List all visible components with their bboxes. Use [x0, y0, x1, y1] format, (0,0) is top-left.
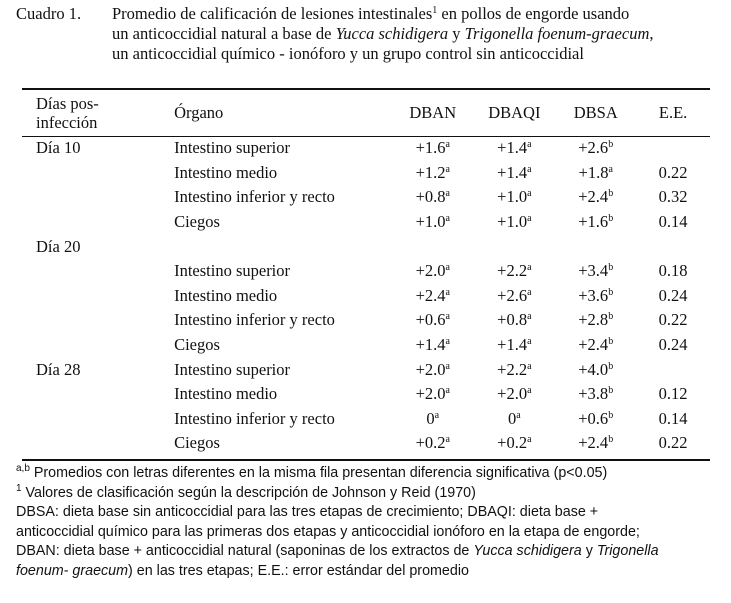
footnote-marker: 1: [16, 482, 22, 494]
col-header-dbaqi: DBAQI: [488, 103, 541, 122]
day-cell: [22, 333, 156, 358]
dbaqi-value: +2.2: [497, 261, 528, 281]
ee-value: 0.14: [658, 212, 688, 232]
dbaqi-value: 0: [507, 408, 517, 428]
organ-cell: [156, 382, 392, 407]
significance-letter: a: [445, 262, 450, 274]
day-cell: [22, 259, 156, 284]
dbaqi-value: +1.0: [497, 187, 528, 207]
dbsa-value: +1.6: [578, 212, 609, 232]
organ-cell: [156, 357, 392, 382]
dban-cell: [392, 407, 473, 432]
day-cell: [22, 185, 156, 210]
day-cell: [22, 161, 156, 186]
dbaqi-cell: [473, 284, 555, 309]
dbaqi-cell: [473, 333, 555, 358]
organ-label: Intestino inferior y recto: [174, 408, 335, 428]
dbsa-value: +2.4: [578, 335, 609, 355]
dbaqi-value: +2.6: [497, 285, 528, 305]
significance-letter: b: [608, 311, 614, 323]
dbaqi-cell: [473, 382, 555, 407]
col-header-dban: DBAN: [409, 103, 457, 122]
dban-cell: [392, 357, 473, 382]
organ-label: Intestino inferior y recto: [174, 310, 335, 330]
dban-cell: [392, 382, 473, 407]
dbsa-value: +2.4: [578, 187, 609, 207]
dban-cell: [392, 136, 473, 161]
dban-value: 0: [426, 408, 435, 428]
dbsa-cell: [555, 407, 636, 432]
dbaqi-value: +2.0: [497, 384, 528, 404]
organ-label: Intestino inferior y recto: [174, 187, 335, 207]
caption-line-1: [112, 4, 629, 24]
table-header-row: [22, 90, 710, 136]
footnote-text: DBSA: dieta base sin anticoccidial para las tres etapas de crecimiento; DBAQI: dieta base +: [16, 504, 599, 520]
caption-text: un anticoccidial natural a base de: [112, 24, 336, 43]
organ-cell: [156, 136, 392, 161]
organ-cell: [156, 185, 392, 210]
table-body: [22, 136, 710, 456]
organ-cell: [156, 431, 392, 456]
dbaqi-value: +2.2: [497, 359, 528, 379]
significance-letter: a: [445, 163, 450, 175]
dban-value: +2.0: [415, 261, 446, 281]
significance-letter: b: [608, 213, 614, 225]
significance-letter: a: [445, 139, 450, 151]
ee-cell: [636, 333, 710, 358]
organ-cell: [156, 210, 392, 235]
significance-letter: a: [445, 434, 450, 446]
organ-cell: [156, 284, 392, 309]
col-header-ee: E.E.: [658, 103, 688, 122]
ee-value: 0.22: [658, 162, 688, 182]
organ-label: Intestino medio: [174, 384, 278, 404]
dbaqi-value: +1.4: [497, 162, 528, 182]
dbaqi-cell: [473, 136, 555, 161]
ee-cell: [636, 308, 710, 333]
table-row: [22, 259, 710, 284]
significance-letter: b: [608, 409, 614, 421]
dbaqi-value: +1.4: [497, 138, 528, 158]
organ-label: Intestino medio: [174, 162, 278, 182]
organ-cell: [156, 161, 392, 186]
table-row: [22, 161, 710, 186]
organ-label: Intestino superior: [174, 359, 291, 379]
species-name: Trigonella: [596, 543, 659, 559]
dban-value: +1.6: [415, 138, 446, 158]
table-row: [22, 407, 710, 432]
table-row: [22, 136, 710, 161]
dbsa-cell: [555, 382, 636, 407]
organ-cell: [156, 234, 392, 259]
dban-value: +1.0: [415, 212, 446, 232]
dbaqi-cell: [473, 407, 555, 432]
significance-letter: a: [608, 163, 613, 175]
dban-value: +0.6: [415, 310, 446, 330]
ee-value: 0.22: [658, 310, 688, 330]
dbsa-cell: [555, 136, 636, 161]
ee-cell: [636, 259, 710, 284]
dbsa-cell: [555, 284, 636, 309]
caption-line-2: [16, 24, 721, 44]
dbsa-cell: [555, 333, 636, 358]
significance-letter: b: [608, 434, 614, 446]
table-footnotes: [16, 464, 721, 581]
footnote-abbreviations: [16, 503, 721, 581]
ee-value: 0.14: [658, 408, 688, 428]
dban-value: +0.8: [415, 187, 446, 207]
dbsa-cell: [555, 308, 636, 333]
ee-value: 0.24: [658, 335, 688, 355]
day-cell: [22, 234, 156, 259]
day-cell: [22, 284, 156, 309]
ee-cell: [636, 357, 710, 382]
dbsa-cell: [555, 210, 636, 235]
table-row: [22, 431, 710, 456]
footnote-text: ) en las tres etapas; E.E.: error estándar del promedio: [128, 562, 469, 579]
dban-cell: [392, 333, 473, 358]
significance-letter: b: [608, 385, 614, 397]
table-row: [22, 382, 710, 407]
table-row: [22, 284, 710, 309]
significance-letter: a: [445, 286, 450, 298]
ee-cell: [636, 407, 710, 432]
dban-cell: [392, 284, 473, 309]
ee-value: 0.32: [658, 187, 688, 207]
significance-letter: a: [445, 213, 450, 225]
organ-label: Ciegos: [174, 335, 220, 355]
day-cell: [22, 308, 156, 333]
dbaqi-cell: [473, 161, 555, 186]
dbsa-cell: [555, 357, 636, 382]
dban-cell: [392, 234, 473, 259]
day-cell: [22, 431, 156, 456]
dbsa-value: +4.0: [578, 359, 609, 379]
significance-letter: a: [445, 311, 450, 323]
table-row: [22, 234, 710, 259]
col-header-day: [22, 90, 156, 136]
table-row: [22, 308, 710, 333]
significance-letter: b: [608, 262, 614, 274]
dbsa-cell: [555, 431, 636, 456]
footnote-reference: [16, 484, 721, 504]
day-cell: [22, 407, 156, 432]
significance-letter: b: [608, 360, 614, 372]
organ-label: Intestino superior: [174, 261, 291, 281]
significance-letter: a: [445, 385, 450, 397]
ee-cell: [636, 284, 710, 309]
significance-letter: a: [527, 385, 532, 397]
dban-value: +0.2: [415, 433, 446, 453]
footnote-text: DBAN: dieta base + anticoccidial natural (saponinas de los extractos de: [16, 543, 474, 559]
significance-letter: b: [608, 188, 614, 200]
dbaqi-cell: [473, 185, 555, 210]
footnote-marker: 1: [432, 5, 438, 16]
dban-value: +2.4: [415, 285, 446, 305]
dban-value: +2.0: [415, 359, 446, 379]
dbsa-value: +3.6: [578, 285, 609, 305]
dban-value: +2.0: [415, 384, 446, 404]
significance-letter: a: [527, 434, 532, 446]
dbsa-value: +3.4: [578, 261, 609, 281]
dbsa-cell: [555, 185, 636, 210]
day-cell: [22, 210, 156, 235]
col-header-day-line1: Días pos-: [36, 94, 99, 113]
ee-cell: [636, 431, 710, 456]
dbaqi-cell: [473, 431, 555, 456]
ee-cell: [636, 136, 710, 161]
dbaqi-value: +1.0: [497, 212, 528, 232]
dbaqi-cell: [473, 259, 555, 284]
dbsa-value: +0.6: [578, 408, 609, 428]
ee-cell: [636, 161, 710, 186]
caption-label: Cuadro 1.: [16, 4, 82, 23]
day-cell: [22, 382, 156, 407]
organ-cell: [156, 259, 392, 284]
col-header-organ: Órgano: [174, 103, 224, 122]
organ-label: Intestino superior: [174, 138, 291, 158]
ee-cell: [636, 382, 710, 407]
significance-letter: a: [527, 139, 532, 151]
organ-cell: [156, 333, 392, 358]
significance-letter: a: [527, 262, 532, 274]
species-name: Trigonella foenum-graecum: [464, 24, 650, 43]
ee-cell: [636, 185, 710, 210]
significance-letter: a: [527, 213, 532, 225]
significance-letter: a: [527, 188, 532, 200]
footnote-text: Valores de clasificación según la descripción de Johnson y Reid (1970): [21, 484, 476, 501]
dbaqi-cell: [473, 357, 555, 382]
significance-letter: a: [527, 286, 532, 298]
dbaqi-value: +0.2: [497, 433, 528, 453]
dbaqi-cell: [473, 210, 555, 235]
day-label: Día 10: [36, 138, 81, 158]
dbsa-cell: [555, 259, 636, 284]
significance-letter: a: [527, 336, 532, 348]
footnote-marker: a,b: [16, 463, 30, 474]
caption-text: y: [448, 24, 465, 43]
significance-letter: a: [527, 163, 532, 175]
organ-label: Intestino medio: [174, 285, 278, 305]
ee-cell: [636, 234, 710, 259]
species-name: foenum- graecum: [16, 562, 129, 579]
organ-label: Ciegos: [174, 433, 220, 453]
organ-cell: [156, 308, 392, 333]
significance-letter: a: [527, 360, 532, 372]
footnote-text: Promedios con letras diferentes en la misma fila presentan diferencia significativa (p<0.05): [29, 465, 608, 481]
dban-cell: [392, 308, 473, 333]
dbsa-value: +1.8: [578, 162, 609, 182]
table-row: [22, 357, 710, 382]
table-row: [22, 210, 710, 235]
species-name: Yucca schidigera: [335, 24, 449, 43]
footnote-significance: [16, 464, 721, 484]
table-caption: [16, 4, 721, 64]
significance-letter: b: [608, 336, 614, 348]
table-row: [22, 185, 710, 210]
significance-letter: b: [608, 139, 614, 151]
species-name: Yucca schidigera: [473, 543, 582, 559]
dbaqi-value: +0.8: [497, 310, 528, 330]
significance-letter: a: [434, 409, 440, 421]
dban-value: +1.4: [415, 335, 446, 355]
lesion-score-table: [22, 90, 710, 456]
significance-letter: a: [445, 188, 450, 200]
caption-line-3: un anticoccidial químico - ionóforo y un grupo control sin anticoccidial: [112, 44, 584, 63]
significance-letter: a: [527, 311, 532, 323]
organ-label: Ciegos: [174, 212, 220, 232]
dbsa-value: +3.8: [578, 384, 609, 404]
col-header-dbsa: DBSA: [573, 103, 618, 122]
day-label: Día 28: [36, 359, 81, 379]
caption-text: Promedio de calificación de lesiones intestinales: [112, 4, 433, 23]
significance-letter: a: [445, 360, 450, 372]
dban-cell: [392, 259, 473, 284]
day-cell: [22, 136, 156, 161]
day-label: Día 20: [36, 236, 81, 256]
footnote-text: anticoccidial químico para las primeras dos etapas y anticoccidial ionóforo en la etapa de engorde;: [16, 523, 640, 540]
dbsa-cell: [555, 234, 636, 259]
dban-cell: [392, 161, 473, 186]
ee-value: 0.18: [658, 261, 688, 281]
dbsa-cell: [555, 161, 636, 186]
dban-cell: [392, 431, 473, 456]
table-bottom-rule: [22, 459, 710, 461]
ee-value: 0.24: [658, 285, 688, 305]
ee-cell: [636, 210, 710, 235]
dbsa-value: +2.8: [578, 310, 609, 330]
significance-letter: a: [445, 336, 450, 348]
dban-cell: [392, 210, 473, 235]
caption-text: en pollos de engorde usando: [437, 4, 630, 23]
day-cell: [22, 357, 156, 382]
caption-text: ,: [649, 24, 654, 43]
dbsa-value: +2.4: [578, 433, 609, 453]
organ-cell: [156, 407, 392, 432]
dbaqi-cell: [473, 234, 555, 259]
dbaqi-cell: [473, 308, 555, 333]
col-header-day-line2: infección: [36, 113, 98, 132]
ee-value: 0.12: [658, 384, 688, 404]
ee-value: 0.22: [658, 433, 688, 453]
dbaqi-value: +1.4: [497, 335, 528, 355]
table-row: [22, 333, 710, 358]
dban-cell: [392, 185, 473, 210]
dbsa-value: +2.6: [578, 138, 609, 158]
footnote-text: y: [581, 543, 597, 559]
significance-letter: b: [608, 286, 614, 298]
dban-value: +1.2: [415, 162, 446, 182]
significance-letter: a: [516, 409, 521, 421]
